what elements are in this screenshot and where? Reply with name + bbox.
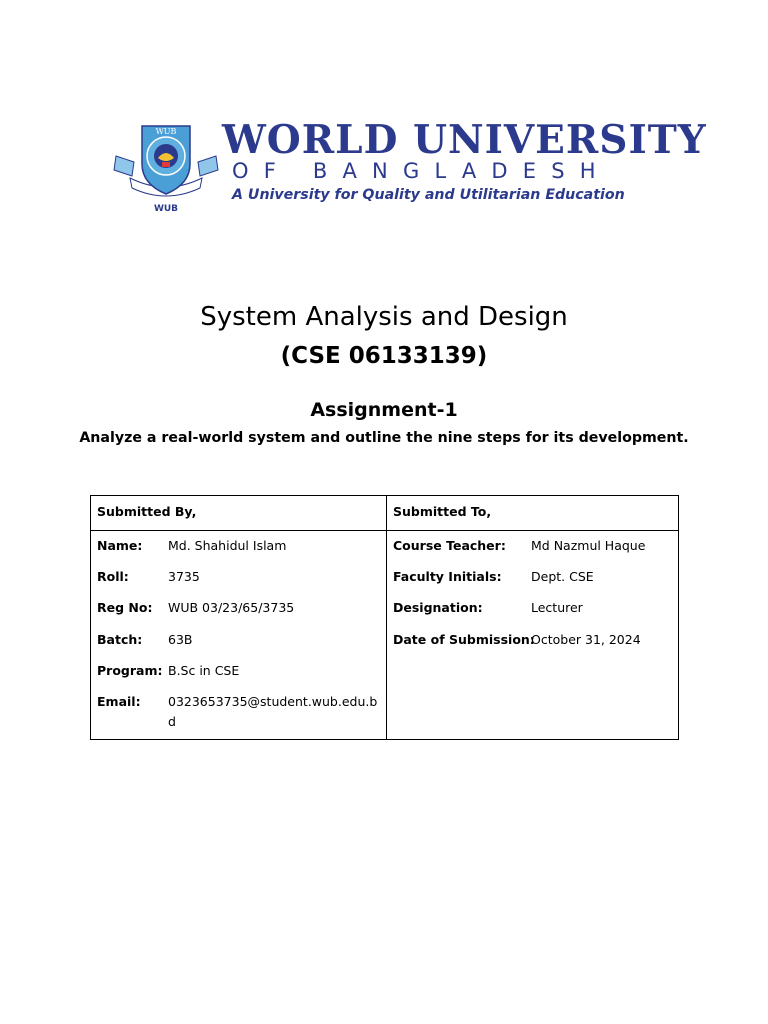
submission-date-label: Date of Submission: bbox=[393, 632, 535, 647]
submitted-to-heading: Submitted To, bbox=[387, 496, 678, 531]
roll-value: 3735 bbox=[168, 569, 200, 584]
reg-no-value: WUB 03/23/65/3735 bbox=[168, 600, 295, 615]
program-value: B.Sc in CSE bbox=[168, 663, 240, 678]
submission-info-table bbox=[90, 495, 679, 740]
course-title: System Analysis and Design bbox=[200, 302, 568, 332]
seal-top-label: WUB bbox=[155, 127, 177, 136]
university-header bbox=[112, 117, 707, 214]
faculty-initials-label: Faculty Initials: bbox=[393, 569, 502, 584]
university-country: OF BANGLADESH bbox=[232, 159, 611, 183]
submitted-by-column bbox=[91, 496, 387, 739]
roll-label: Roll: bbox=[97, 569, 129, 584]
designation-label: Designation: bbox=[393, 600, 483, 615]
designation-value: Lecturer bbox=[531, 600, 583, 615]
assignment-title: Assignment-1 bbox=[310, 399, 458, 421]
email-value: 0323653735@student.wub.edu.b bbox=[168, 694, 378, 709]
reg-no-label: Reg No: bbox=[97, 600, 153, 615]
university-name: WORLD UNIVERSITY bbox=[222, 117, 707, 163]
course-teacher-label: Course Teacher: bbox=[393, 538, 506, 553]
submitted-by-heading: Submitted By, bbox=[91, 496, 386, 531]
email-label: Email: bbox=[97, 694, 141, 709]
name-value: Md. Shahidul Islam bbox=[168, 538, 287, 553]
course-code: (CSE 06133139) bbox=[280, 343, 488, 369]
faculty-initials-value: Dept. CSE bbox=[531, 569, 594, 584]
email-value-wrap: d bbox=[168, 714, 176, 729]
batch-value: 63B bbox=[168, 632, 193, 647]
submitted-to-column bbox=[387, 496, 678, 739]
course-teacher-value: Md Nazmul Haque bbox=[531, 538, 646, 553]
name-label: Name: bbox=[97, 538, 143, 553]
seal-bottom-label: WUB bbox=[153, 204, 179, 214]
program-label: Program: bbox=[97, 663, 163, 678]
batch-label: Batch: bbox=[97, 632, 143, 647]
university-tagline: A University for Quality and Utilitarian Education bbox=[232, 187, 625, 203]
submission-date-value: October 31, 2024 bbox=[531, 632, 641, 647]
university-seal-logo bbox=[112, 118, 220, 214]
assignment-description: Analyze a real-world system and outline the nine steps for its development. bbox=[79, 430, 689, 446]
